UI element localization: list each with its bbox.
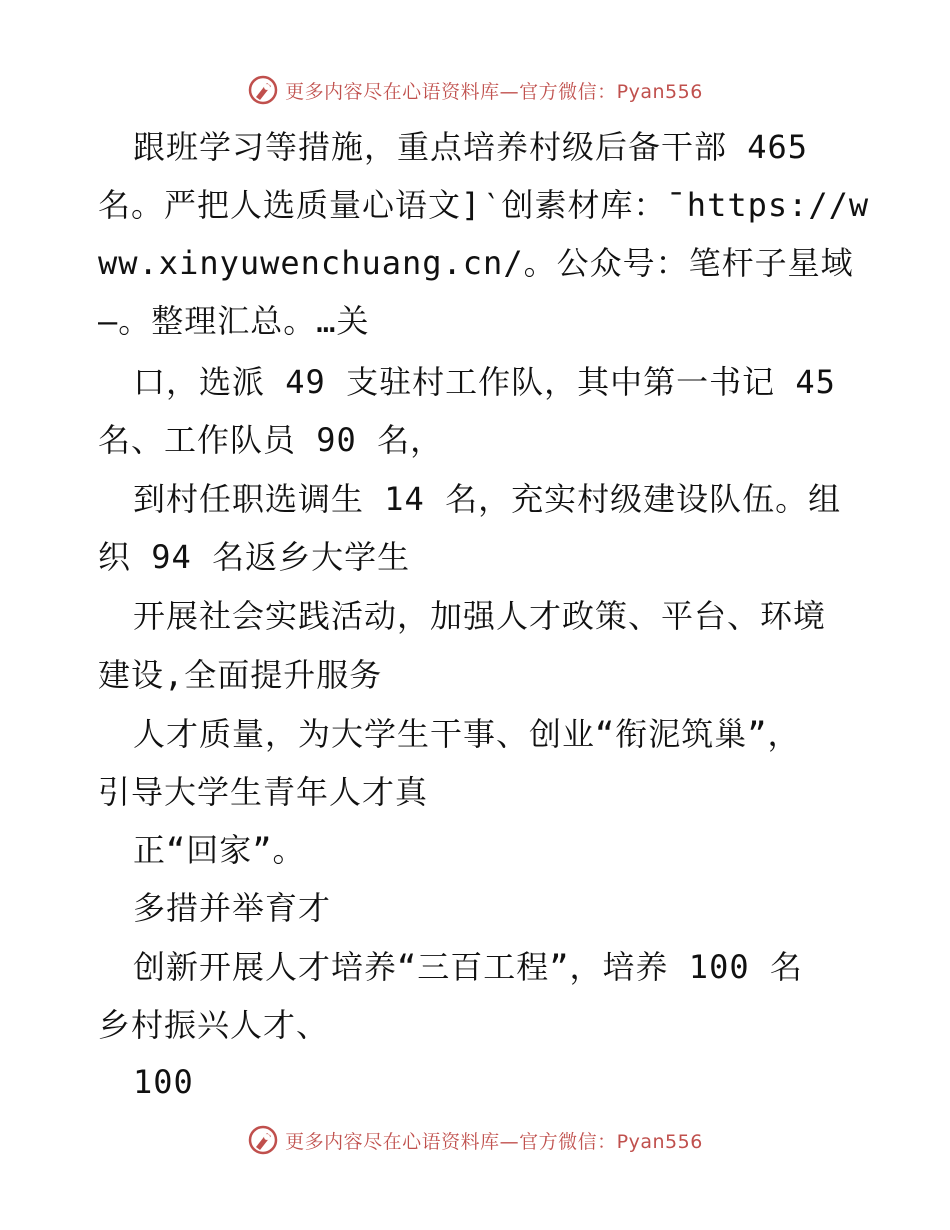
footer-watermark-banner — [0, 1120, 950, 1160]
text-line-17: 100 — [133, 1063, 194, 1101]
text-line-11: 人才质量，为大学生干事、创业“衔泥筑巢”， — [133, 715, 801, 753]
text-line-1: 跟班学习等措施，重点培养村级后备干部 465 — [133, 128, 809, 166]
text-line-4: —。整理汇总。…关 — [98, 302, 370, 340]
text-line-10: 建设,全面提升服务 — [98, 656, 383, 694]
header-watermark-banner — [0, 70, 950, 110]
text-line-8: 织 94 名返乡大学生 — [98, 538, 411, 576]
text-line-6: 名、工作队员 90 名， — [98, 421, 444, 459]
text-line-3: ww.xinyuwenchuang.cn/。公众号：笔杆子星域 — [98, 244, 854, 282]
pen-logo-icon — [247, 1124, 279, 1156]
text-line-13: 正“回家”。 — [133, 831, 306, 869]
banner-text: 更多内容尽在心语资料库—官方微信：Pyan556 — [285, 80, 703, 103]
text-line-14: 多措并举育才 — [133, 889, 332, 927]
text-line-15: 创新开展人才培养“三百工程”，培养 100 名 — [133, 948, 803, 986]
text-line-2: 名。严把人选质量心语文]‵创素材库：¯https://w — [98, 186, 870, 224]
text-line-12: 引导大学生青年人才真 — [98, 773, 429, 811]
banner-text: 更多内容尽在心语资料库—官方微信：Pyan556 — [285, 1130, 703, 1153]
text-line-9: 开展社会实践活动，加强人才政策、平台、环境 — [133, 597, 827, 635]
text-line-5: 口，选派 49 支驻村工作队，其中第一书记 45 — [133, 363, 836, 401]
text-line-16: 乡村振兴人才、 — [98, 1006, 330, 1044]
pen-logo-icon — [247, 74, 279, 106]
text-line-7: 到村任职选调生 14 名，充实村级建设队伍。组 — [133, 480, 842, 518]
